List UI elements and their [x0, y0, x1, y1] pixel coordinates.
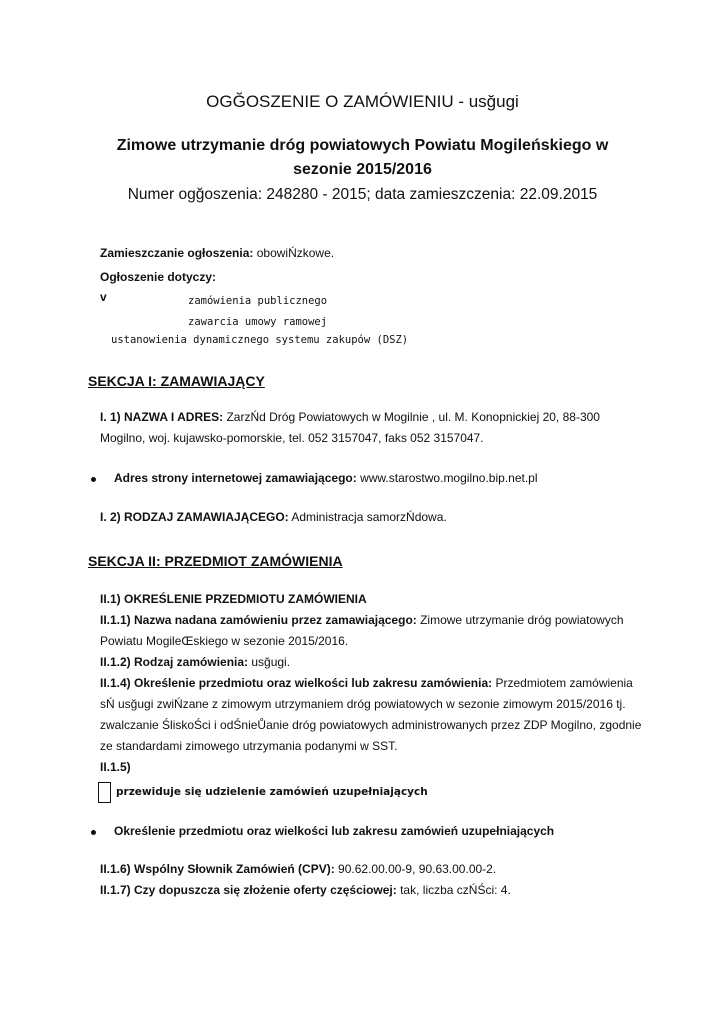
section-2-heading: SEKCJA II: PRZEDMIOT ZAMÓWIENIA [88, 553, 343, 569]
contract-subtitle [0, 134, 725, 182]
concerns-label: Ogłoszenie dotyczy: [100, 270, 217, 284]
ii-1-5-label: II.1.5) [100, 760, 131, 774]
contracting-type-value: Administracja samorzŃdowa. [288, 510, 447, 524]
section-2-body [100, 589, 641, 778]
description-value-line-4: ze standardami zimowego utrzymania podanymi w SST. [100, 739, 398, 753]
description-value-line-1: Przedmiotem zamówienia [492, 676, 633, 690]
contract-kind-label: II.1.2) Rodzaj zamówienia: [100, 655, 249, 669]
name-address-value-line-2: Mogilno, woj. kujawsko-pomorskie, tel. 052 3157047, faks 052 3157047. [100, 431, 484, 445]
option-public-contract: zamówienia publicznego [188, 295, 328, 307]
website-label: Adres strony internetowej zamawiającego: [114, 471, 357, 485]
option-framework-agreement: zawarcia umowy ramowej [188, 316, 328, 328]
supplementary-checkbox[interactable] [98, 782, 111, 803]
description-label: II.1.4) Określenie przedmiotu oraz wielkości lub zakresu zamówienia: [100, 676, 493, 690]
description-value-line-2: sŃ usğugi zwiŃzane z zimowym utrzymaniem dróg powiatowych w sezonie zimowym 2015/2016 tj. [100, 697, 626, 711]
contract-name-label: II.1.1) Nazwa nadana zamówieniu przez zamawiającego: [100, 613, 417, 627]
placement-row [100, 246, 334, 260]
name-address-value-line-1: ZarzŃd Dróg Powiatowych w Mogilnie , ul. M. Konopnickiej 20, 88-300 [223, 410, 600, 424]
bullet-icon [91, 830, 96, 835]
name-address-label: I. 1) NAZWA I ADRES: [100, 410, 224, 424]
option-dynamic-system: ustanowienia dynamicznego systemu zakupów (DSZ) [111, 334, 409, 346]
subtitle-line-2: sezonie 2015/2016 [293, 161, 432, 178]
subject-subheading: II.1) OKREŚLENIE PRZEDMIOTU ZAMÓWIENIA [100, 592, 367, 606]
section-1-name-address [100, 407, 600, 449]
contracting-type-label: I. 2) RODZAJ ZAMAWIAJĄCEGO: [100, 510, 289, 524]
website-value: www.starostwo.mogilno.bip.net.pl [356, 471, 538, 485]
announcement-number: Numer ogğoszenia: 248280 - 2015; data zamieszczenia: 22.09.2015 [127, 186, 598, 203]
contract-kind-value: usğugi. [248, 655, 291, 669]
section-1-heading: SEKCJA I: ZAMAWIAJĄCY [88, 373, 265, 389]
contract-name-value-line-2: Powiatu MogileŒskiego w sezonie 2015/2016. [100, 634, 349, 648]
cpv-label: II.1.6) Wspólny Słownik Zamówień (CPV): [100, 862, 335, 876]
placement-label: Zamieszczanie ogłoszenia: [100, 246, 254, 260]
subtitle-line-1: Zimowe utrzymanie dróg powiatowych Powiatu Mogileńskiego w [116, 137, 609, 154]
contracting-type-row [100, 510, 447, 524]
bullet-icon [91, 477, 96, 482]
contract-name-value-line-1: Zimowe utrzymanie dróg powiatowych [416, 613, 624, 627]
supplementary-checkbox-label: przewiduje się udzielenie zamówień uzupełniających [116, 786, 428, 798]
website-row [114, 471, 538, 485]
page-title: OGĞOSZENIE O ZAMÓWIENIU - usğugi [206, 92, 519, 111]
description-value-line-3: zwalczanie ŚliskoŚci i odŚnieŮanie dróg powiatowych administrowanych przez ZDP Mogilno, zgodnie [100, 718, 642, 732]
placement-value: obowiŃzkowe. [253, 246, 335, 260]
selected-mark: v [100, 290, 107, 304]
partial-offer-value: tak, liczba czŃŚci: 4. [396, 883, 511, 897]
partial-offer-label: II.1.7) Czy dopuszcza się złożenie oferty częściowej: [100, 883, 397, 897]
supplementary-scope-bullet: Określenie przedmiotu oraz wielkości lub zakresu zamówień uzupełniających [114, 824, 555, 838]
cpv-and-partial [100, 859, 511, 901]
cpv-value: 90.62.00.00-9, 90.63.00.00-2. [334, 862, 497, 876]
